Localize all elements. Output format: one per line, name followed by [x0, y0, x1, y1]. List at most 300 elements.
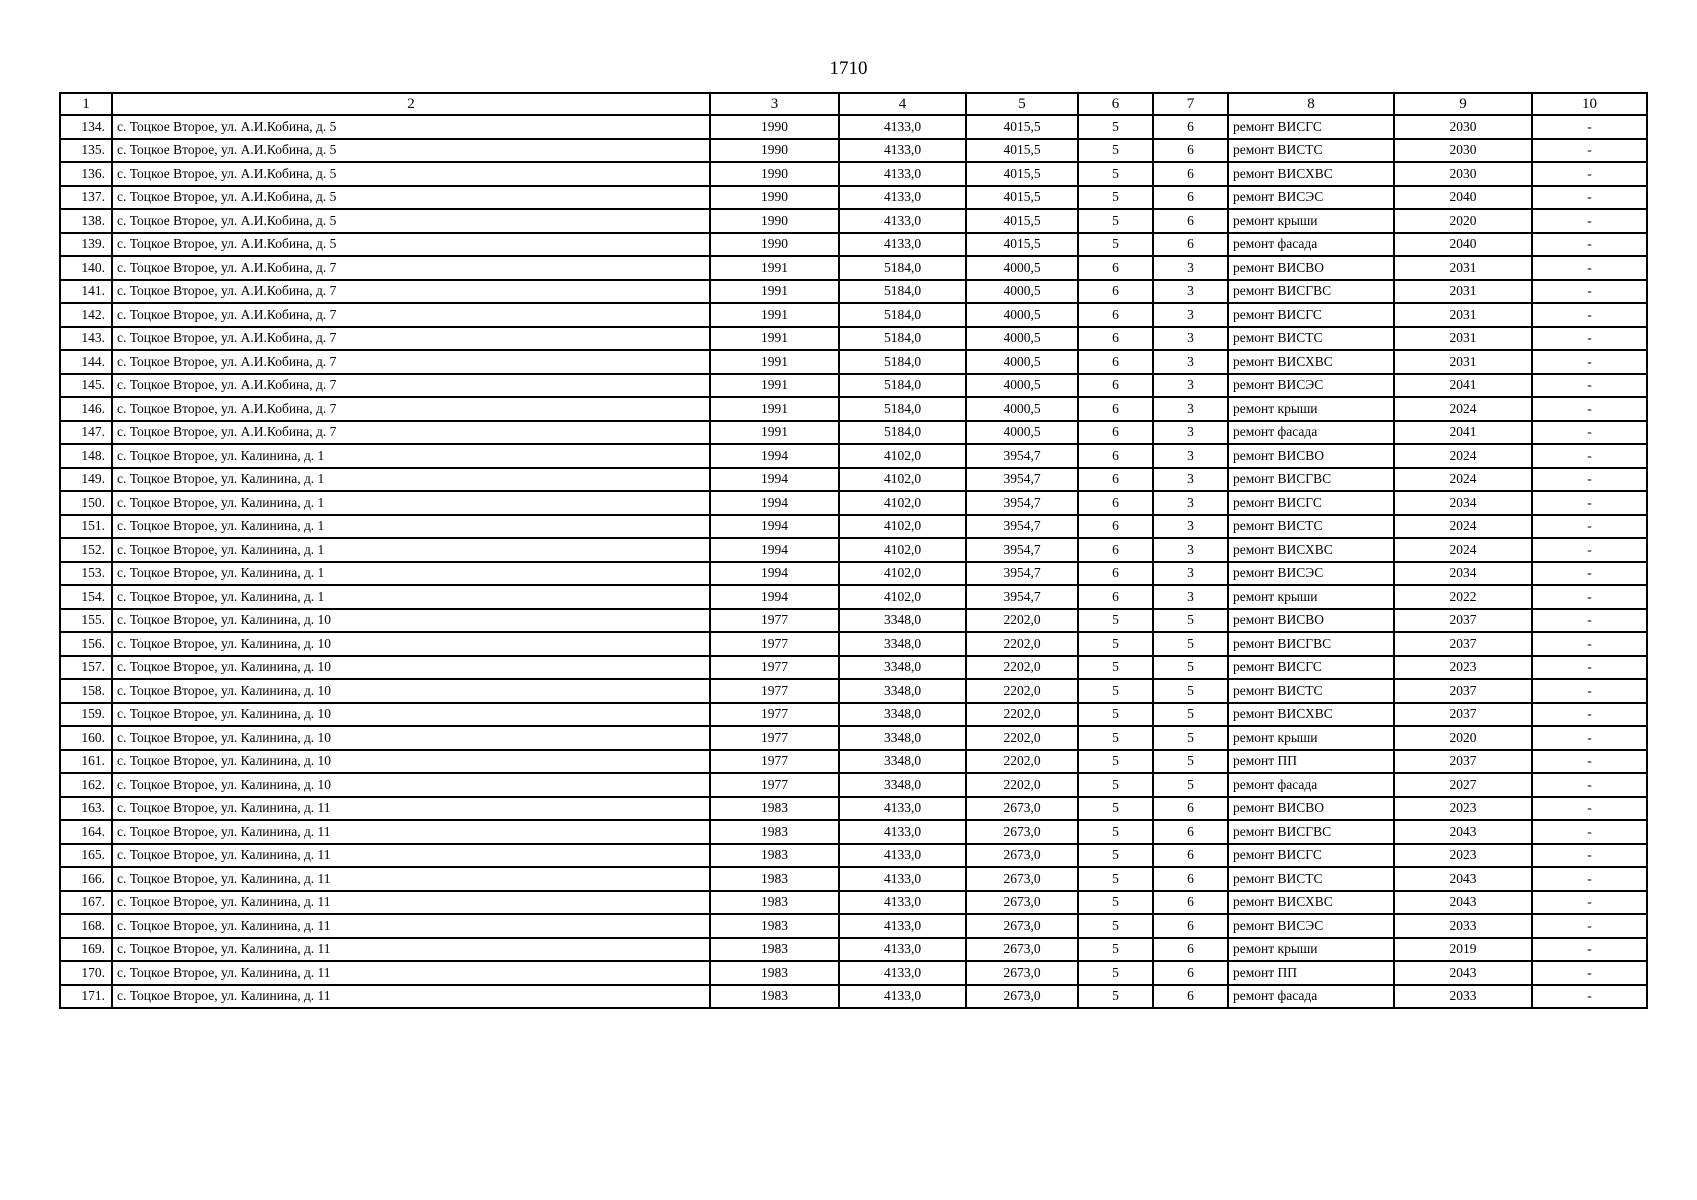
cell-column-year: 1983 [710, 891, 839, 915]
cell-column-plan-year: 2040 [1394, 233, 1532, 257]
table-row [60, 139, 1647, 163]
cell-column-note: - [1532, 891, 1647, 915]
cell-column-number: 146. [60, 397, 112, 421]
cell-column-work-type: ремонт ВИСГС [1228, 491, 1394, 515]
cell-column-work-type: ремонт ВИСВО [1228, 256, 1394, 280]
cell-column-note: - [1532, 421, 1647, 445]
cell-column-plan-year: 2041 [1394, 374, 1532, 398]
cell-column-work-type: ремонт ВИСЭС [1228, 186, 1394, 210]
cell-column-address: с. Тоцкое Второе, ул. А.И.Кобина, д. 5 [112, 162, 710, 186]
cell-column-note: - [1532, 397, 1647, 421]
cell-column-work-type: ремонт ВИСТС [1228, 679, 1394, 703]
cell-column-year: 1977 [710, 773, 839, 797]
cell-column-year: 1991 [710, 256, 839, 280]
cell-column-year: 1983 [710, 844, 839, 868]
header-column-address: 2 [112, 93, 710, 115]
cell-column-note: - [1532, 609, 1647, 633]
cell-column-year: 1977 [710, 632, 839, 656]
cell-column-entrances: 6 [1153, 891, 1228, 915]
table-row [60, 421, 1647, 445]
cell-column-floors: 6 [1078, 280, 1153, 304]
cell-column-area-living: 2673,0 [966, 985, 1078, 1009]
cell-column-area-total: 4102,0 [839, 562, 966, 586]
cell-column-note: - [1532, 209, 1647, 233]
cell-column-note: - [1532, 938, 1647, 962]
cell-column-plan-year: 2023 [1394, 656, 1532, 680]
cell-column-address: с. Тоцкое Второе, ул. Калинина, д. 1 [112, 444, 710, 468]
cell-column-number: 134. [60, 115, 112, 139]
cell-column-note: - [1532, 632, 1647, 656]
cell-column-number: 160. [60, 726, 112, 750]
cell-column-area-total: 3348,0 [839, 703, 966, 727]
header-column-year: 3 [710, 93, 839, 115]
cell-column-note: - [1532, 115, 1647, 139]
cell-column-number: 148. [60, 444, 112, 468]
cell-column-area-living: 4000,5 [966, 374, 1078, 398]
cell-column-work-type: ремонт ВИСГВС [1228, 280, 1394, 304]
cell-column-area-total: 4133,0 [839, 914, 966, 938]
cell-column-plan-year: 2037 [1394, 632, 1532, 656]
cell-column-note: - [1532, 656, 1647, 680]
table-row [60, 468, 1647, 492]
cell-column-work-type: ремонт ВИСТС [1228, 867, 1394, 891]
cell-column-area-total: 4133,0 [839, 186, 966, 210]
cell-column-number: 158. [60, 679, 112, 703]
cell-column-area-living: 2673,0 [966, 961, 1078, 985]
table-row [60, 632, 1647, 656]
cell-column-plan-year: 2043 [1394, 867, 1532, 891]
cell-column-entrances: 3 [1153, 327, 1228, 351]
cell-column-address: с. Тоцкое Второе, ул. Калинина, д. 11 [112, 938, 710, 962]
cell-column-work-type: ремонт ВИСГС [1228, 303, 1394, 327]
table-row [60, 985, 1647, 1009]
table-row [60, 327, 1647, 351]
header-column-number: 1 [60, 93, 112, 115]
cell-column-plan-year: 2031 [1394, 303, 1532, 327]
cell-column-area-living: 2202,0 [966, 726, 1078, 750]
cell-column-address: с. Тоцкое Второе, ул. Калинина, д. 1 [112, 585, 710, 609]
table-row [60, 209, 1647, 233]
cell-column-note: - [1532, 750, 1647, 774]
cell-column-year: 1983 [710, 797, 839, 821]
cell-column-floors: 5 [1078, 233, 1153, 257]
cell-column-area-total: 4133,0 [839, 209, 966, 233]
cell-column-address: с. Тоцкое Второе, ул. А.И.Кобина, д. 7 [112, 303, 710, 327]
table-row [60, 703, 1647, 727]
cell-column-floors: 5 [1078, 844, 1153, 868]
header-column-floors: 6 [1078, 93, 1153, 115]
cell-column-area-living: 2673,0 [966, 797, 1078, 821]
cell-column-number: 141. [60, 280, 112, 304]
cell-column-year: 1991 [710, 280, 839, 304]
cell-column-floors: 6 [1078, 374, 1153, 398]
cell-column-year: 1990 [710, 233, 839, 257]
cell-column-address: с. Тоцкое Второе, ул. Калинина, д. 1 [112, 515, 710, 539]
cell-column-plan-year: 2043 [1394, 820, 1532, 844]
cell-column-number: 144. [60, 350, 112, 374]
cell-column-work-type: ремонт ВИСХВС [1228, 891, 1394, 915]
cell-column-address: с. Тоцкое Второе, ул. Калинина, д. 10 [112, 609, 710, 633]
cell-column-plan-year: 2030 [1394, 115, 1532, 139]
table-row [60, 679, 1647, 703]
cell-column-year: 1977 [710, 679, 839, 703]
cell-column-area-living: 4000,5 [966, 350, 1078, 374]
table-row [60, 538, 1647, 562]
cell-column-address: с. Тоцкое Второе, ул. Калинина, д. 10 [112, 679, 710, 703]
cell-column-address: с. Тоцкое Второе, ул. Калинина, д. 11 [112, 985, 710, 1009]
cell-column-area-living: 4015,5 [966, 233, 1078, 257]
cell-column-area-total: 4133,0 [839, 115, 966, 139]
cell-column-address: с. Тоцкое Второе, ул. Калинина, д. 1 [112, 468, 710, 492]
cell-column-note: - [1532, 679, 1647, 703]
cell-column-note: - [1532, 961, 1647, 985]
cell-column-area-total: 4102,0 [839, 468, 966, 492]
cell-column-floors: 6 [1078, 468, 1153, 492]
cell-column-year: 1991 [710, 303, 839, 327]
cell-column-floors: 5 [1078, 209, 1153, 233]
cell-column-address: с. Тоцкое Второе, ул. Калинина, д. 10 [112, 703, 710, 727]
cell-column-area-total: 4102,0 [839, 538, 966, 562]
header-column-area-living: 5 [966, 93, 1078, 115]
cell-column-address: с. Тоцкое Второе, ул. А.И.Кобина, д. 7 [112, 280, 710, 304]
cell-column-note: - [1532, 820, 1647, 844]
table-row [60, 515, 1647, 539]
cell-column-work-type: ремонт фасада [1228, 233, 1394, 257]
cell-column-floors: 6 [1078, 562, 1153, 586]
table-row [60, 162, 1647, 186]
cell-column-work-type: ремонт ВИСЭС [1228, 562, 1394, 586]
cell-column-year: 1990 [710, 209, 839, 233]
cell-column-area-living: 2202,0 [966, 750, 1078, 774]
cell-column-floors: 5 [1078, 162, 1153, 186]
cell-column-area-living: 2673,0 [966, 891, 1078, 915]
cell-column-note: - [1532, 303, 1647, 327]
cell-column-address: с. Тоцкое Второе, ул. А.И.Кобина, д. 7 [112, 256, 710, 280]
cell-column-floors: 6 [1078, 538, 1153, 562]
cell-column-address: с. Тоцкое Второе, ул. А.И.Кобина, д. 7 [112, 421, 710, 445]
cell-column-floors: 6 [1078, 327, 1153, 351]
cell-column-year: 1990 [710, 115, 839, 139]
cell-column-plan-year: 2037 [1394, 609, 1532, 633]
cell-column-area-living: 4000,5 [966, 421, 1078, 445]
cell-column-area-total: 5184,0 [839, 256, 966, 280]
table-row [60, 233, 1647, 257]
cell-column-area-total: 4133,0 [839, 891, 966, 915]
cell-column-area-total: 4102,0 [839, 585, 966, 609]
cell-column-address: с. Тоцкое Второе, ул. А.И.Кобина, д. 5 [112, 233, 710, 257]
cell-column-entrances: 3 [1153, 444, 1228, 468]
cell-column-area-total: 4133,0 [839, 961, 966, 985]
cell-column-plan-year: 2043 [1394, 961, 1532, 985]
cell-column-entrances: 3 [1153, 421, 1228, 445]
cell-column-work-type: ремонт ПП [1228, 750, 1394, 774]
cell-column-work-type: ремонт ВИСХВС [1228, 538, 1394, 562]
cell-column-work-type: ремонт ВИСЭС [1228, 374, 1394, 398]
cell-column-number: 136. [60, 162, 112, 186]
cell-column-floors: 6 [1078, 421, 1153, 445]
cell-column-plan-year: 2027 [1394, 773, 1532, 797]
cell-column-floors: 6 [1078, 515, 1153, 539]
table-row [60, 609, 1647, 633]
table-row [60, 656, 1647, 680]
cell-column-plan-year: 2019 [1394, 938, 1532, 962]
cell-column-entrances: 3 [1153, 491, 1228, 515]
cell-column-plan-year: 2034 [1394, 562, 1532, 586]
cell-column-area-living: 4000,5 [966, 327, 1078, 351]
cell-column-number: 169. [60, 938, 112, 962]
cell-column-entrances: 6 [1153, 938, 1228, 962]
cell-column-plan-year: 2034 [1394, 491, 1532, 515]
cell-column-floors: 5 [1078, 609, 1153, 633]
cell-column-year: 1983 [710, 820, 839, 844]
cell-column-work-type: ремонт ВИСХВС [1228, 162, 1394, 186]
cell-column-year: 1990 [710, 139, 839, 163]
cell-column-area-living: 3954,7 [966, 468, 1078, 492]
cell-column-area-total: 4133,0 [839, 985, 966, 1009]
cell-column-number: 170. [60, 961, 112, 985]
table-row [60, 844, 1647, 868]
cell-column-entrances: 3 [1153, 256, 1228, 280]
cell-column-area-living: 2202,0 [966, 632, 1078, 656]
cell-column-note: - [1532, 914, 1647, 938]
cell-column-work-type: ремонт фасада [1228, 773, 1394, 797]
cell-column-area-total: 4102,0 [839, 444, 966, 468]
cell-column-address: с. Тоцкое Второе, ул. Калинина, д. 10 [112, 773, 710, 797]
cell-column-work-type: ремонт ВИСХВС [1228, 350, 1394, 374]
cell-column-area-living: 2673,0 [966, 867, 1078, 891]
cell-column-plan-year: 2024 [1394, 444, 1532, 468]
cell-column-note: - [1532, 162, 1647, 186]
cell-column-area-living: 2673,0 [966, 938, 1078, 962]
cell-column-area-living: 2202,0 [966, 656, 1078, 680]
cell-column-plan-year: 2031 [1394, 350, 1532, 374]
cell-column-number: 138. [60, 209, 112, 233]
cell-column-floors: 5 [1078, 891, 1153, 915]
cell-column-area-total: 4133,0 [839, 162, 966, 186]
cell-column-address: с. Тоцкое Второе, ул. Калинина, д. 1 [112, 491, 710, 515]
cell-column-year: 1990 [710, 162, 839, 186]
cell-column-year: 1983 [710, 938, 839, 962]
cell-column-entrances: 3 [1153, 538, 1228, 562]
table-row [60, 562, 1647, 586]
cell-column-number: 165. [60, 844, 112, 868]
cell-column-area-total: 4133,0 [839, 844, 966, 868]
cell-column-plan-year: 2037 [1394, 703, 1532, 727]
cell-column-floors: 5 [1078, 679, 1153, 703]
header-column-area-total: 4 [839, 93, 966, 115]
cell-column-address: с. Тоцкое Второе, ул. Калинина, д. 11 [112, 797, 710, 821]
cell-column-plan-year: 2024 [1394, 515, 1532, 539]
table-row [60, 891, 1647, 915]
cell-column-address: с. Тоцкое Второе, ул. Калинина, д. 10 [112, 632, 710, 656]
table-row [60, 397, 1647, 421]
cell-column-address: с. Тоцкое Второе, ул. А.И.Кобина, д. 5 [112, 115, 710, 139]
cell-column-area-total: 3348,0 [839, 656, 966, 680]
cell-column-area-total: 4133,0 [839, 820, 966, 844]
cell-column-area-living: 4015,5 [966, 186, 1078, 210]
cell-column-number: 168. [60, 914, 112, 938]
cell-column-area-total: 3348,0 [839, 750, 966, 774]
cell-column-floors: 5 [1078, 961, 1153, 985]
cell-column-plan-year: 2030 [1394, 139, 1532, 163]
cell-column-area-total: 3348,0 [839, 632, 966, 656]
cell-column-area-total: 3348,0 [839, 773, 966, 797]
cell-column-work-type: ремонт крыши [1228, 938, 1394, 962]
cell-column-year: 1991 [710, 397, 839, 421]
table-row [60, 820, 1647, 844]
cell-column-work-type: ремонт крыши [1228, 209, 1394, 233]
cell-column-year: 1977 [710, 726, 839, 750]
cell-column-work-type: ремонт фасада [1228, 421, 1394, 445]
cell-column-area-total: 5184,0 [839, 280, 966, 304]
cell-column-plan-year: 2037 [1394, 750, 1532, 774]
cell-column-plan-year: 2020 [1394, 209, 1532, 233]
cell-column-entrances: 3 [1153, 562, 1228, 586]
cell-column-note: - [1532, 844, 1647, 868]
cell-column-plan-year: 2041 [1394, 421, 1532, 445]
cell-column-area-living: 4015,5 [966, 139, 1078, 163]
cell-column-entrances: 5 [1153, 609, 1228, 633]
cell-column-area-living: 3954,7 [966, 585, 1078, 609]
cell-column-note: - [1532, 280, 1647, 304]
cell-column-floors: 5 [1078, 750, 1153, 774]
cell-column-floors: 5 [1078, 656, 1153, 680]
cell-column-year: 1991 [710, 374, 839, 398]
cell-column-note: - [1532, 985, 1647, 1009]
cell-column-number: 139. [60, 233, 112, 257]
cell-column-number: 151. [60, 515, 112, 539]
cell-column-year: 1991 [710, 327, 839, 351]
cell-column-entrances: 6 [1153, 162, 1228, 186]
cell-column-note: - [1532, 867, 1647, 891]
cell-column-area-living: 4015,5 [966, 115, 1078, 139]
cell-column-address: с. Тоцкое Второе, ул. А.И.Кобина, д. 7 [112, 327, 710, 351]
cell-column-number: 166. [60, 867, 112, 891]
cell-column-entrances: 5 [1153, 726, 1228, 750]
cell-column-area-total: 5184,0 [839, 421, 966, 445]
cell-column-note: - [1532, 468, 1647, 492]
cell-column-entrances: 6 [1153, 961, 1228, 985]
cell-column-area-total: 5184,0 [839, 350, 966, 374]
cell-column-floors: 5 [1078, 632, 1153, 656]
cell-column-number: 162. [60, 773, 112, 797]
cell-column-year: 1991 [710, 350, 839, 374]
cell-column-work-type: ремонт крыши [1228, 585, 1394, 609]
cell-column-address: с. Тоцкое Второе, ул. Калинина, д. 11 [112, 844, 710, 868]
cell-column-year: 1990 [710, 186, 839, 210]
cell-column-year: 1983 [710, 985, 839, 1009]
table-row [60, 491, 1647, 515]
table-row [60, 256, 1647, 280]
cell-column-entrances: 6 [1153, 867, 1228, 891]
cell-column-work-type: ремонт ВИСГВС [1228, 468, 1394, 492]
cell-column-floors: 6 [1078, 444, 1153, 468]
cell-column-work-type: ремонт ВИСГС [1228, 115, 1394, 139]
cell-column-floors: 5 [1078, 820, 1153, 844]
table-row [60, 914, 1647, 938]
cell-column-number: 167. [60, 891, 112, 915]
cell-column-area-living: 2673,0 [966, 914, 1078, 938]
cell-column-plan-year: 2024 [1394, 538, 1532, 562]
table-row [60, 773, 1647, 797]
cell-column-floors: 5 [1078, 867, 1153, 891]
cell-column-number: 147. [60, 421, 112, 445]
table-row [60, 374, 1647, 398]
table-row [60, 303, 1647, 327]
cell-column-plan-year: 2033 [1394, 985, 1532, 1009]
cell-column-entrances: 6 [1153, 209, 1228, 233]
cell-column-floors: 6 [1078, 585, 1153, 609]
cell-column-number: 135. [60, 139, 112, 163]
cell-column-work-type: ремонт ВИСВО [1228, 797, 1394, 821]
cell-column-number: 137. [60, 186, 112, 210]
cell-column-number: 152. [60, 538, 112, 562]
cell-column-note: - [1532, 491, 1647, 515]
cell-column-entrances: 6 [1153, 186, 1228, 210]
cell-column-entrances: 3 [1153, 280, 1228, 304]
page-number: 1710 [829, 58, 868, 79]
cell-column-address: с. Тоцкое Второе, ул. Калинина, д. 10 [112, 726, 710, 750]
cell-column-work-type: ремонт крыши [1228, 726, 1394, 750]
cell-column-plan-year: 2024 [1394, 397, 1532, 421]
cell-column-year: 1991 [710, 421, 839, 445]
cell-column-note: - [1532, 444, 1647, 468]
cell-column-entrances: 5 [1153, 773, 1228, 797]
cell-column-area-total: 3348,0 [839, 726, 966, 750]
cell-column-note: - [1532, 538, 1647, 562]
cell-column-number: 163. [60, 797, 112, 821]
cell-column-work-type: ремонт ВИСВО [1228, 444, 1394, 468]
cell-column-work-type: ремонт ВИСТС [1228, 515, 1394, 539]
cell-column-work-type: ремонт ВИСТС [1228, 139, 1394, 163]
cell-column-note: - [1532, 327, 1647, 351]
cell-column-number: 159. [60, 703, 112, 727]
cell-column-year: 1994 [710, 468, 839, 492]
cell-column-floors: 6 [1078, 350, 1153, 374]
cell-column-number: 171. [60, 985, 112, 1009]
cell-column-entrances: 5 [1153, 703, 1228, 727]
cell-column-address: с. Тоцкое Второе, ул. А.И.Кобина, д. 5 [112, 139, 710, 163]
cell-column-work-type: ремонт ВИСГВС [1228, 820, 1394, 844]
cell-column-note: - [1532, 773, 1647, 797]
cell-column-area-living: 4000,5 [966, 303, 1078, 327]
cell-column-entrances: 3 [1153, 515, 1228, 539]
cell-column-year: 1983 [710, 914, 839, 938]
cell-column-number: 164. [60, 820, 112, 844]
cell-column-year: 1977 [710, 703, 839, 727]
table-row [60, 867, 1647, 891]
cell-column-note: - [1532, 703, 1647, 727]
cell-column-area-living: 4000,5 [966, 280, 1078, 304]
cell-column-number: 140. [60, 256, 112, 280]
cell-column-plan-year: 2031 [1394, 256, 1532, 280]
cell-column-floors: 6 [1078, 256, 1153, 280]
table-row [60, 726, 1647, 750]
cell-column-floors: 6 [1078, 303, 1153, 327]
cell-column-area-living: 2202,0 [966, 703, 1078, 727]
table-row [60, 938, 1647, 962]
cell-column-plan-year: 2037 [1394, 679, 1532, 703]
cell-column-number: 142. [60, 303, 112, 327]
cell-column-floors: 5 [1078, 985, 1153, 1009]
cell-column-area-living: 2202,0 [966, 609, 1078, 633]
table-row [60, 961, 1647, 985]
cell-column-area-living: 3954,7 [966, 562, 1078, 586]
cell-column-area-total: 4102,0 [839, 515, 966, 539]
cell-column-area-living: 3954,7 [966, 515, 1078, 539]
header-column-work-type: 8 [1228, 93, 1394, 115]
cell-column-year: 1977 [710, 609, 839, 633]
